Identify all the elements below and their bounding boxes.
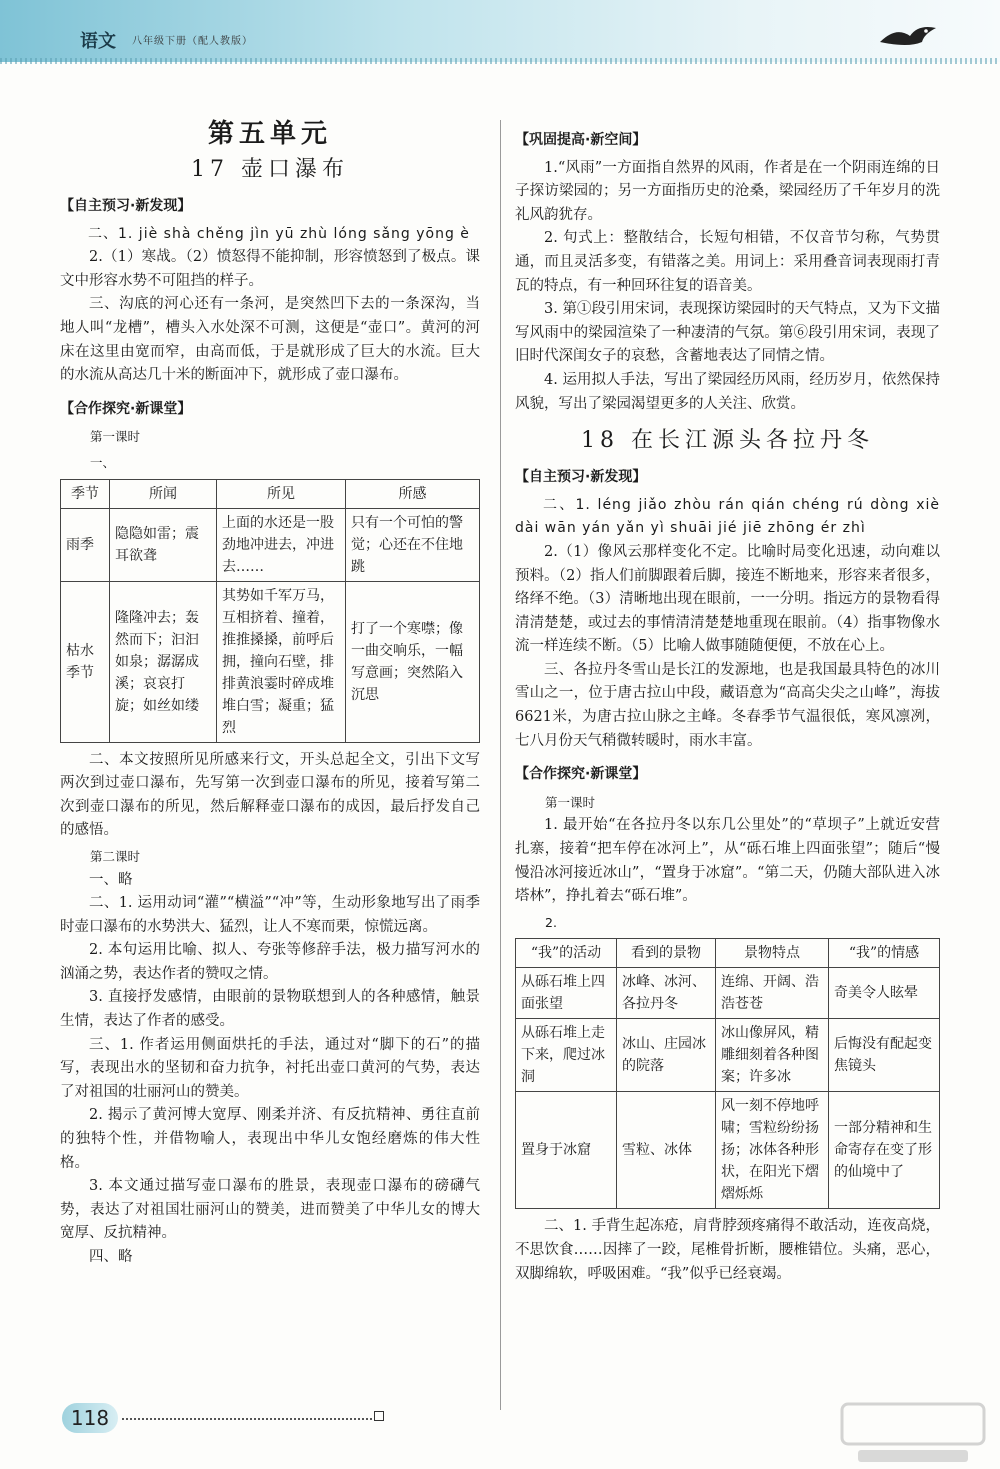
lesson-label: 第一课时 [545,794,596,810]
bird-ornament-icon [878,22,938,52]
table-row [516,1092,940,1209]
table-row [61,508,480,581]
answer-paragraph: 四、略 [89,1249,133,1265]
right-column [515,115,940,1286]
table-cell: 置身于冰窟 [516,1092,617,1209]
table-row [61,581,480,742]
table-header-row [61,479,480,508]
table-cell: 冰峰、冰河、各拉丹冬 [617,968,716,1019]
table-cell: 只有一个可怕的警觉；心还在不住地跳 [346,508,480,581]
lesson-title: 17 壶口瀑布 [191,157,349,182]
table-cell: 后悔没有配起变焦镜头 [829,1019,940,1092]
season-table [60,479,480,743]
page-header [0,0,1000,62]
section-heading: 【自主预习·新发现】 [515,469,647,486]
section-heading: 【自主预习·新发现】 [60,198,192,214]
table-cell: 上面的水还是一股劲地冲进去，冲进去…… [217,508,346,581]
table-row [516,1019,940,1092]
answer-paragraph: 3. 第①段引用宋词，表现探访梁园时的天气特点，又为下文描写风雨中的梁园渲染了一种凄清的气氛。第⑥段引用宋词，表现了旧时代深闺女子的哀愁，含蓄地表达了同情之情。 [515,301,940,365]
answer-paragraph: 4. 运用拟人手法，写出了梁园经历风雨，经历岁月，依然保持风貌，写出了梁园渴望更多的人关注、欣赏。 [515,371,940,412]
section-heading: 【合作探究·新课堂】 [515,766,647,783]
left-column [60,115,480,1270]
answer-paragraph: 2. 揭示了黄河博大宽厚、刚柔并济、有反抗精神、勇往直前的独特个性，并借物喻人，表现出中华儿女饱经磨炼的伟大性格。 [60,1107,480,1171]
lesson-title: 18 在长江源头各拉丹冬 [581,428,874,454]
pinyin-answer: 二、1. léng jiǎo zhòu rán qián chéng rú dòng xiè dài wān yán yǎn yì shuāi jié jiē zhōng ér zhì [515,496,940,537]
answer-paragraph: 3. 本文通过描写壶口瀑布的胜景，表现壶口瀑布的磅礴气势，表达了对祖国壮丽河山的赞美，进而赞美了中华儿女的博大宽厚、反抗精神。 [60,1178,480,1242]
table-cell: 隐隐如雷；震耳欲聋 [110,508,217,581]
page-number: 118 [62,1403,118,1433]
answer-paragraph: 2.（1）寒战。（2）愤怒得不能抑制，形容愤怒到了极点。课文中形容水势不可阻挡的样子。 [60,249,480,289]
answer-paragraph: 1. 最开始“在各拉丹冬以东几公里处”的“草坝子”上就近安营扎寨，接着“把车停在冰河上”，从“砾石堆上四面张望”；随后“慢慢沿冰河接近冰山”，“置身于冰窟”。“第二天，仍随大部队进入冰塔林”，挣扎着去“砾石堆”。 [515,817,940,905]
table-cell: 连绵、开阔、浩浩苍苍 [716,968,829,1019]
table-cell: 冰山像屏风，精雕细刻着各种图案；许多冰 [716,1019,829,1092]
column-divider [500,120,501,1410]
table-cell: 雪粒、冰体 [617,1092,716,1209]
answer-paragraph: 一、略 [89,871,133,888]
table-header-row [516,939,940,968]
table-cell: 枯水季节 [61,581,110,742]
item-label: 2. [545,914,557,930]
table-header: 所感 [346,479,480,508]
table-cell: 隆隆冲去；轰然而下；汩汩如泉；潺潺成溪；哀哀打旋；如丝如缕 [110,581,217,742]
answer-paragraph: 3. 直接抒发感情，由眼前的景物联想到人的各种感情，触景生情，表达了作者的感受。 [60,989,480,1030]
table-header: “我”的情感 [829,939,940,968]
activity-table [515,938,940,1209]
table-cell: 一部分精神和生命寄存在变了形的仙境中了 [829,1092,940,1209]
answer-paragraph: 2.（1）像风云那样变化不定。比喻时局变化迅速，动向难以预料。（2）指人们前脚跟着后脚，接连不断地来，形容来者很多，络绎不绝。（3）清晰地出现在眼前，一一分明。指远方的景物看得清清楚楚，或过去的事情清清楚楚地重现在眼前。（4）指事物像水流一样连续不断。（5）比喻人做事随随便便，不放在心上。 [515,543,940,655]
answer-paragraph: 三、沟底的河心还有一条河，是突然凹下去的一条深沟，当地人叫“龙槽”，槽头入水处深不可测，这便是“壶口”。黄河的河床在这里由宽而窄，由高而低，于是就形成了巨大的水流。巨大的水流从高达几十米的断面冲下，就形成了壶口瀑布。 [60,296,480,384]
table-header: 景物特点 [716,939,829,968]
header-stripe [0,58,1000,64]
subject-label: 语文 [80,31,116,52]
lesson-label: 第二课时 [90,848,141,864]
unit-title: 第五单元 [207,119,332,149]
table-header: 所见 [217,479,346,508]
section-heading: 【合作探究·新课堂】 [60,400,192,417]
table-cell: 冰山、庄园冰的院落 [617,1019,716,1092]
answer-paragraph: 三、1. 作者运用侧面烘托的手法，通过对“脚下的石”的描写，表现出水的坚韧和奋力抗争，衬托出壶口黄河的气势，表达了对祖国的壮丽河山的赞美。 [60,1036,480,1100]
watermark-logo-icon [838,1400,988,1466]
item-label: 一、 [90,454,116,470]
answer-paragraph: 二、1. 手背生起冻疮，肩背脖颈疼痛得不敢活动，连夜高烧，不思饮食……因摔了一跤，尾椎骨折断，腰椎错位。头痛，恶心，双脚绵软，呼吸困难。“我”似乎已经衰竭。 [515,1218,940,1282]
grade-label: 八年级下册（配人教版） [132,36,253,47]
pinyin-answer: 二、1. jiè shà chěng jìn yū zhù lóng sǎng yōng è [88,225,470,242]
answer-paragraph: 二、1. 运用动词“灌”“横溢”“冲”等，生动形象地写出了雨季时壶口瀑布的水势洪大、猛烈，让人不寒而栗，惊慌远离。 [60,895,480,935]
answer-paragraph: 2. 句式上：整散结合，长短句相错，不仅音节匀称，气势贯通，而且灵活多变，有错落之美。用词上：采用叠音词表现雨打青瓦的特点，有一种回环往复的语音美。 [515,230,940,294]
table-row [516,968,940,1019]
table-cell: 雨季 [61,508,110,581]
table-cell: 从砾石堆上走下来，爬过冰洞 [516,1019,617,1092]
table-header: 季节 [61,479,110,508]
square-icon [374,1411,384,1421]
table-header: 所闻 [110,479,217,508]
table-cell: 奇美令人眩晕 [829,968,940,1019]
answer-paragraph: 二、本文按照所见所感来行文，开头总起全文，引出下文写两次到过壶口瀑布，先写第一次到壶口瀑布的所见，接着写第二次到壶口瀑布的所见，然后解释壶口瀑布的成因，最后抒发自己的感悟。 [60,751,480,839]
table-cell: 风一刻不停地呼啸；雪粒纷纷扬扬；冰体各种形状，在阳光下熠熠烁烁 [716,1092,829,1209]
table-header: “我”的活动 [516,939,617,968]
table-header: 看到的景物 [617,939,716,968]
section-heading: 【巩固提高·新空间】 [515,132,647,148]
table-cell: 其势如千军万马，互相挤着、撞着，推推搡搡，前呼后拥，撞向石壁，排排黄浪霎时碎成堆堆白雪；凝重；猛烈 [217,581,346,742]
answer-paragraph: 2. 本句运用比喻、拟人、夸张等修辞手法，极力描写河水的汹涌之势，表达作者的赞叹之情。 [60,942,480,982]
page-dotted-rule [122,1418,372,1420]
lesson-label: 第一课时 [90,429,141,445]
answer-paragraph: 三、各拉丹冬雪山是长江的发源地，也是我国最具特色的冰川雪山之一，位于唐古拉山中段，藏语意为“高高尖尖之山峰”，海拔6621米，为唐古拉山脉之主峰。冬春季节气温很低，寒风凛冽，七八月份天气稍微转暖时，雨水丰富。 [515,661,940,749]
table-cell: 从砾石堆上四面张望 [516,968,617,1019]
table-cell: 打了一个寒噤；像一曲交响乐，一幅写意画；突然陷入沉思 [346,581,480,742]
answer-paragraph: 1.“风雨”一方面指自然界的风雨，作者是在一个阴雨连绵的日子探访梁园的；另一方面指历史的沧桑，梁园经历了千年岁月的洗礼风韵犹存。 [515,159,940,223]
